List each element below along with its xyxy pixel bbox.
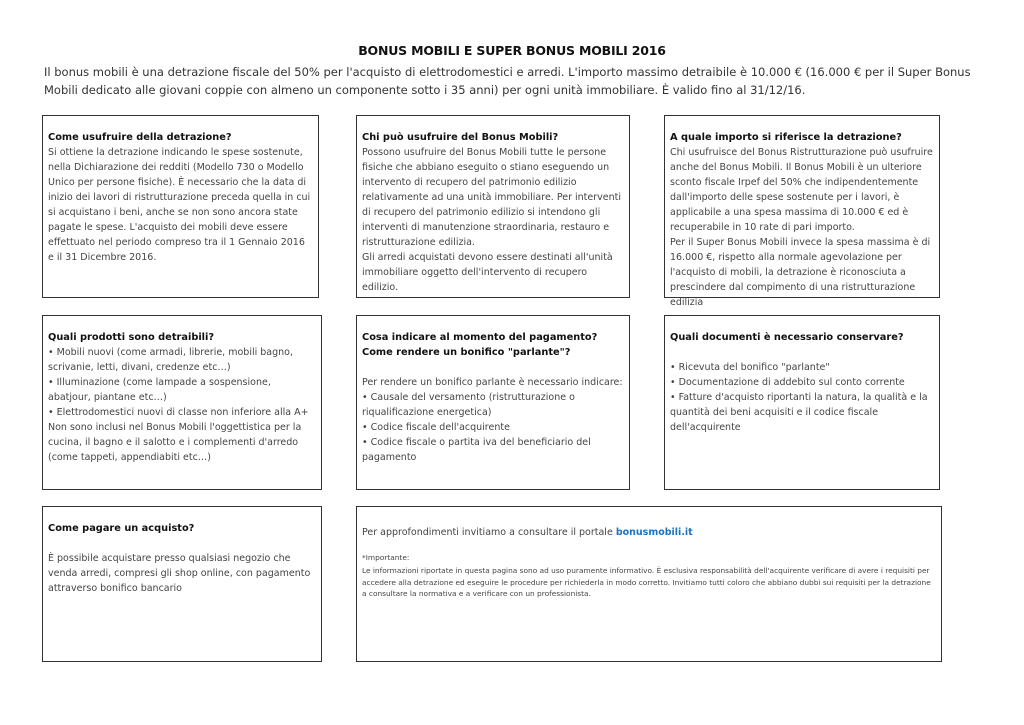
box-heading: Quali documenti è necessario conservare? [670, 332, 904, 343]
products-list [48, 345, 316, 420]
box-body: Si ottiene la detrazione indicando le spese sostenute, nella Dichiarazione dei redditi (Modello 730 o Modello Unico per persone fisiche). È necessario che la data di inizio dei lavori di ristrutturazione preceda quella in cui si acquistano i beni, anche se non sono ancora state pagate le spese. L'acquisto dei mobili deve essere effettuato nel periodo compreso tra il 1 Gennaio 2016 e il 31 Dicembre 2016. [48, 147, 311, 263]
box-body: Non sono inclusi nel Bonus Mobili l'oggettistica per la cucina, il bagno e il salotto e i complementi d'arredo (come tappeti, appendiabiti etc…) [48, 422, 302, 463]
box-prodotti [42, 315, 322, 490]
list-item: • Ricevuta del bonifico "parlante" [670, 360, 934, 375]
page-title: BONUS MOBILI E SUPER BONUS MOBILI 2016 [358, 43, 666, 58]
list-item: • Mobili nuovi (come armadi, librerie, mobili bagno, scrivanie, letti, divani, credenze etc…) [48, 345, 316, 375]
more-info-label: Per approfondimenti invitiamo a consultare il portale [362, 527, 616, 538]
box-heading: Come pagare un acquisto? [48, 523, 195, 534]
box-come-pagare [42, 506, 322, 662]
list-item: • Illuminazione (come lampade a sospensione, abatjour, piantane etc…) [48, 375, 316, 405]
more-info-text [362, 525, 936, 540]
box-body: È possibile acquistare presso qualsiasi negozio che venda arredi, compresi gli shop online, con pagamento attraverso bonifico bancario [48, 553, 311, 594]
box-heading: Cosa indicare al momento del pagamento? [362, 332, 598, 343]
box-heading: Chi può usufruire del Bonus Mobili? [362, 132, 559, 143]
box-heading: A quale importo si riferisce la detrazione? [670, 132, 902, 143]
box-documenti [664, 315, 940, 490]
box-heading: Come rendere un bonifico "parlante"? [362, 347, 571, 358]
intro-paragraph: Il bonus mobili è una detrazione fiscale del 50% per l'acquisto di elettrodomestici e arredi. L'importo massimo detraibile è 10.000 € (16.000 € per il Super Bonus Mobili dedicato alle giovani coppie con almeno un componente sotto i 35 anni) per ogni unità immobiliare. È valido fino al 31/12/16. [44, 65, 971, 97]
box-body: Per il Super Bonus Mobili invece la spesa massima è di 16.000 €, rispetto alla normale agevolazione per l'acquisto di mobili, la detrazione è riconosciuta a prescindere dal compimento di una ristrutturazione edilizia [670, 237, 931, 308]
box-heading: Come usufruire della detrazione? [48, 132, 232, 143]
payment-list [362, 390, 624, 465]
list-item: • Codice fiscale dell'acquirente [362, 420, 624, 435]
box-body: Possono usufruire del Bonus Mobili tutte le persone fisiche che abbiano eseguito o stiano eseguendo un intervento di recupero del patrimonio edilizio relativamente ad una unità immobiliare. Per interventi di recupero del patrimonio edilizio si intendono gli interventi di manutenzione straordinaria, restauro e ristrutturazione edilizia. [362, 147, 621, 248]
box-come-usufruire [42, 115, 319, 298]
box-pagamento [356, 315, 630, 490]
list-item: • Causale del versamento (ristrutturazione o riqualificazione energetica) [362, 390, 624, 420]
list-item: • Fatture d'acquisto riportanti la natura, la qualità e la quantità dei beni acquisiti e il codice fiscale dell'acquirente [670, 390, 934, 435]
list-item: • Documentazione di addebito sul conto corrente [670, 375, 934, 390]
documents-list [670, 360, 934, 435]
box-approfondimenti [356, 506, 942, 662]
box-importo [664, 115, 940, 308]
list-item: • Elettrodomestici nuovi di classe non inferiore alla A+ [48, 405, 316, 420]
disclaimer-note: Le informazioni riportate in questa pagina sono ad uso puramente informativo. È esclusiva responsabilità dell'acquirente verificare di avere i requisiti per accedere alla detrazione ed eseguire le procedure per richiederla in modo corretto. Invitiamo tutti coloro che abbiano dubbi sui requisiti per la detrazione a consultare la normativa e a verificare con un professionista. [362, 566, 931, 598]
box-body: Per rendere un bonifico parlante è necessario indicare: [362, 377, 623, 388]
list-item: • Codice fiscale o partita iva del beneficiario del pagamento [362, 435, 624, 465]
box-chi-puo [356, 115, 630, 298]
box-body: Gli arredi acquistati devono essere destinati all'unità immobiliare oggetto dell'intervento di recupero edilizio. [362, 252, 613, 293]
portal-link[interactable]: bonusmobili.it [615, 527, 693, 538]
box-heading: Quali prodotti sono detraibili? [48, 332, 215, 343]
note-label: *Importante: [362, 553, 410, 562]
box-body: Chi usufruisce del Bonus Ristrutturazione può usufruire anche del Bonus Mobili. Il Bonus Mobili è un ulteriore sconto fiscale Irpef del 50% che indipendentemente dall'importo delle spese sostenute per i lavori, è applicabile a una spesa massima di 10.000 € ed è recuperabile in 10 rate di pari importo. [670, 147, 933, 233]
